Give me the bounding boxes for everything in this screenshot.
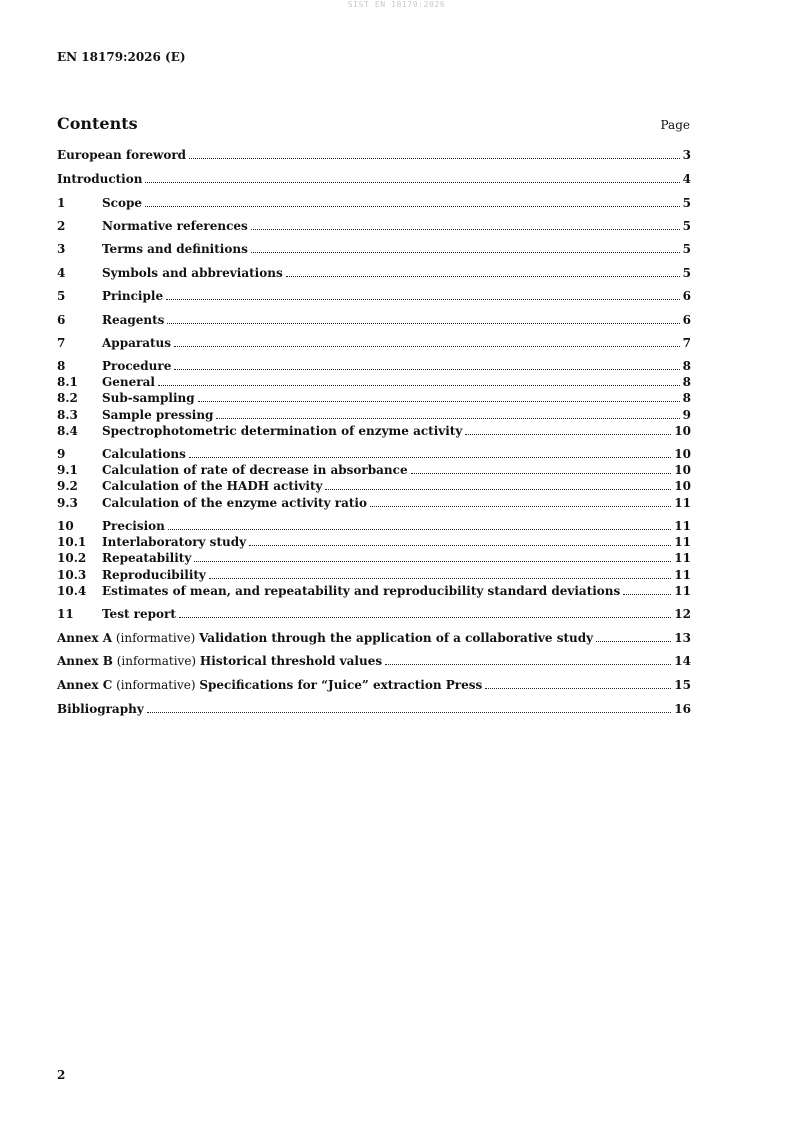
toc-entry-number: 3 <box>57 242 66 256</box>
toc-entry-page: 10 <box>674 447 691 461</box>
toc-entry-page: 4 <box>682 172 691 186</box>
toc-entry[interactable] <box>57 147 691 163</box>
toc-dot-leader <box>166 289 680 300</box>
toc-dot-leader <box>596 631 671 642</box>
toc-entry[interactable] <box>57 630 691 646</box>
toc-entry[interactable] <box>57 653 691 669</box>
toc-entry-title: General <box>102 375 155 389</box>
toc-entry-number: 9.3 <box>57 496 78 510</box>
toc-entry-page: 11 <box>674 535 691 549</box>
toc-entry[interactable] <box>57 567 691 583</box>
toc-entry-title: Calculation of the HADH activity <box>102 479 323 493</box>
toc-dot-leader <box>411 463 672 474</box>
toc-annex-title: Specifications for “Juice” extraction Press <box>199 678 483 692</box>
toc-entry-title <box>57 653 382 669</box>
toc-annex-label: Annex B <box>57 654 113 668</box>
toc-entry[interactable] <box>57 171 691 187</box>
toc-entry[interactable] <box>57 390 691 406</box>
toc-dot-leader <box>251 219 680 230</box>
toc-entry-page: 3 <box>682 148 691 162</box>
toc-entry-page: 6 <box>682 289 691 303</box>
toc-dot-leader <box>370 496 671 507</box>
toc-entry-number: 5 <box>57 289 66 303</box>
toc-entry-page: 5 <box>682 266 691 280</box>
toc-entry-page: 10 <box>674 479 691 493</box>
toc-entry[interactable] <box>57 583 691 599</box>
toc-entry[interactable] <box>57 407 691 423</box>
toc-entry-number: 9.1 <box>57 463 78 477</box>
toc-dot-leader <box>189 447 671 458</box>
toc-entry[interactable] <box>57 518 691 534</box>
toc-dot-leader <box>158 375 680 386</box>
toc-entry[interactable] <box>57 218 691 234</box>
toc-dot-leader <box>174 336 680 347</box>
toc-dot-leader <box>147 702 672 713</box>
toc-entry-number: 10.4 <box>57 584 87 598</box>
toc-annex-title: Historical threshold values <box>199 654 383 668</box>
toc-entry-title: Principle <box>102 289 164 303</box>
toc-entry[interactable] <box>57 462 691 478</box>
toc-dot-leader <box>485 678 671 689</box>
document-id: EN 18179:2026 (E) <box>57 50 186 64</box>
toc-entry-page: 10 <box>674 463 691 477</box>
toc-entry[interactable] <box>57 265 691 281</box>
toc-entry-number: 11 <box>57 607 74 621</box>
toc-dot-leader <box>623 584 671 595</box>
toc-dot-leader <box>385 654 671 665</box>
toc-entry-page: 11 <box>674 519 691 533</box>
toc-dot-leader <box>465 424 671 435</box>
toc-entry[interactable] <box>57 534 691 550</box>
toc-entry-title: Interlaboratory study <box>102 535 247 549</box>
toc-dot-leader <box>209 568 671 579</box>
toc-entry-title: Procedure <box>102 359 172 373</box>
toc-entry-number: 10.1 <box>57 535 87 549</box>
page-number: 2 <box>57 1068 66 1082</box>
toc-entry[interactable] <box>57 495 691 511</box>
toc-entry-title: Test report <box>102 607 176 621</box>
toc-entry-title: Apparatus <box>102 336 171 350</box>
toc-entry-title <box>57 630 593 646</box>
toc-entry-number: 8.3 <box>57 408 78 422</box>
toc-entry-page: 13 <box>674 631 691 645</box>
toc-entry-title: Estimates of mean, and repeatability and reproducibility standard deviations <box>102 584 621 598</box>
toc-entry-title: Precision <box>102 519 165 533</box>
toc-entry-page: 8 <box>682 391 691 405</box>
toc-dot-leader <box>145 172 679 183</box>
toc-dot-leader <box>325 479 671 490</box>
toc-entry[interactable] <box>57 358 691 374</box>
toc-entry-number: 8.4 <box>57 424 78 438</box>
toc-entry[interactable] <box>57 335 691 351</box>
toc-entry-title: Scope <box>102 196 143 210</box>
toc-dot-leader <box>179 607 671 618</box>
toc-entry-number: 10.2 <box>57 551 87 565</box>
toc-entry-page: 11 <box>674 551 691 565</box>
toc-entry[interactable] <box>57 423 691 439</box>
toc-dot-leader <box>286 266 680 277</box>
toc-entry-number: 1 <box>57 196 66 210</box>
toc-entry-number: 9 <box>57 447 66 461</box>
toc-entry-page: 9 <box>682 408 691 422</box>
toc-entry-number: 4 <box>57 266 66 280</box>
toc-entry[interactable] <box>57 677 691 693</box>
toc-dot-leader <box>249 535 671 546</box>
toc-entry-title: Calculation of the enzyme activity ratio <box>102 496 367 510</box>
toc-entry-title: Terms and definitions <box>102 242 248 256</box>
toc-dot-leader <box>145 196 680 207</box>
toc-entry[interactable] <box>57 606 691 622</box>
toc-annex-title: Validation through the application of a collaborative study <box>199 631 594 645</box>
page-column-label: Page <box>660 118 690 132</box>
toc-annex-label: Annex C <box>57 678 113 692</box>
toc-entry[interactable] <box>57 478 691 494</box>
toc-entry-page: 5 <box>682 219 691 233</box>
toc-entry-number: 8 <box>57 359 66 373</box>
toc-dot-leader <box>189 148 680 159</box>
toc-entry-number: 10 <box>57 519 74 533</box>
toc-entry-title: Reagents <box>102 313 165 327</box>
watermark: SIST EN 18179:2026 <box>347 0 446 9</box>
toc-entry-number: 8.1 <box>57 375 78 389</box>
toc-entry-page: 11 <box>674 496 691 510</box>
toc-entry-title <box>57 677 482 693</box>
toc-entry-page: 12 <box>674 607 691 621</box>
toc-entry-number: 10.3 <box>57 568 87 582</box>
toc-annex-note: (informative) <box>112 631 200 645</box>
toc-entry[interactable] <box>57 701 691 717</box>
toc-entry-page: 11 <box>674 568 691 582</box>
contents-title: Contents <box>57 114 138 133</box>
toc-entry-title: Sample pressing <box>102 408 214 422</box>
toc-dot-leader <box>198 391 680 402</box>
toc-entry-page: 7 <box>682 336 691 350</box>
toc-entry-page: 16 <box>674 702 691 716</box>
toc-entry-title: Repeatability <box>102 551 192 565</box>
toc-entry-title: Spectrophotometric determination of enzyme activity <box>102 424 463 438</box>
toc-dot-leader <box>168 519 671 530</box>
toc-entry[interactable] <box>57 312 691 328</box>
toc-entry-title: European foreword <box>57 148 187 162</box>
toc-entry-page: 8 <box>682 359 691 373</box>
toc-entry-page: 11 <box>674 584 691 598</box>
toc-entry-title: Bibliography <box>57 702 144 716</box>
toc-dot-leader <box>194 551 671 562</box>
toc-entry-title: Reproducibility <box>102 568 206 582</box>
toc-entry-title: Introduction <box>57 172 143 186</box>
toc-entry-number: 7 <box>57 336 66 350</box>
toc-entry-title: Normative references <box>102 219 248 233</box>
toc-dot-leader <box>216 408 679 419</box>
toc-entry-number: 2 <box>57 219 66 233</box>
toc-entry-page: 8 <box>682 375 691 389</box>
toc-entry-page: 10 <box>674 424 691 438</box>
toc-annex-label: Annex A <box>57 631 113 645</box>
toc-dot-leader <box>174 359 679 370</box>
toc-entry-number: 9.2 <box>57 479 78 493</box>
toc-entry[interactable] <box>57 374 691 390</box>
toc-entry-number: 8.2 <box>57 391 78 405</box>
toc-entry-page: 5 <box>682 196 691 210</box>
toc-entry-page: 5 <box>682 242 691 256</box>
toc-entry-title: Sub-sampling <box>102 391 195 405</box>
toc-entry[interactable] <box>57 195 691 211</box>
toc-entry-title: Symbols and abbreviations <box>102 266 283 280</box>
toc-entry[interactable] <box>57 288 691 304</box>
toc-entry[interactable] <box>57 550 691 566</box>
toc-entry-title: Calculations <box>102 447 186 461</box>
toc-entry[interactable] <box>57 446 691 462</box>
toc-entry-page: 6 <box>682 313 691 327</box>
toc-dot-leader <box>251 242 680 253</box>
toc-entry-page: 14 <box>674 654 691 668</box>
toc-entry-number: 6 <box>57 313 66 327</box>
toc-entry[interactable] <box>57 241 691 257</box>
toc-dot-leader <box>167 313 679 324</box>
toc-annex-note: (informative) <box>112 678 200 692</box>
toc-entry-page: 15 <box>674 678 691 692</box>
toc-entry-title: Calculation of rate of decrease in absorbance <box>102 463 408 477</box>
toc-annex-note: (informative) <box>112 654 200 668</box>
